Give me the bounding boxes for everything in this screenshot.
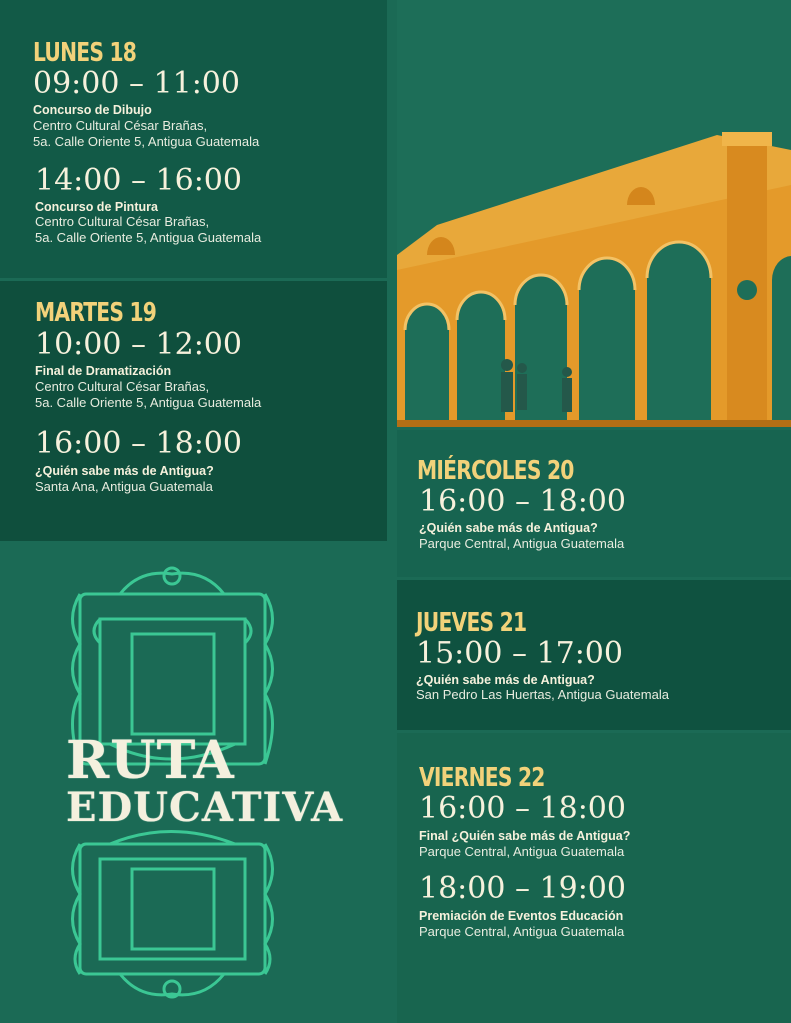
- event-location: 5a. Calle Oriente 5, Antigua Guatemala: [35, 395, 262, 410]
- event-location: 5a. Calle Oriente 5, Antigua Guatemala: [35, 230, 262, 245]
- event-title: ¿Quién sabe más de Antigua?: [35, 464, 214, 478]
- event-title: Premiación de Eventos Educación: [419, 909, 624, 923]
- photo-panel: [397, 0, 791, 427]
- event-location: San Pedro Las Huertas, Antigua Guatemala: [416, 687, 669, 702]
- brand-area: [0, 544, 393, 1023]
- panel-viernes: [397, 733, 791, 1023]
- event-location: Parque Central, Antigua Guatemala: [419, 844, 625, 859]
- colonial-arches-illustration: [397, 0, 791, 427]
- brand-line1: RUTA: [66, 730, 235, 791]
- event-location: Centro Cultural César Brañas,: [35, 214, 210, 229]
- event-time: 18:00 – 19:00: [419, 871, 626, 906]
- day-label-jueves: JUEVES 21: [416, 608, 527, 638]
- event-title: Final de Dramatización: [35, 364, 172, 378]
- day-label-miercoles: MIÉRCOLES 20: [417, 456, 574, 486]
- event-time: 14:00 – 16:00: [35, 163, 242, 198]
- day-label-lunes: LUNES 18: [33, 38, 137, 68]
- event-time: 16:00 – 18:00: [35, 426, 242, 461]
- event-time: 10:00 – 12:00: [35, 327, 242, 362]
- event-time: 15:00 – 17:00: [416, 636, 623, 671]
- event-time: 16:00 – 18:00: [419, 791, 626, 826]
- event-location: 5a. Calle Oriente 5, Antigua Guatemala: [33, 134, 260, 149]
- day-label-viernes: VIERNES 22: [419, 763, 545, 793]
- event-location: Santa Ana, Antigua Guatemala: [35, 479, 213, 494]
- panel-jueves: [397, 580, 791, 730]
- event-title: Final ¿Quién sabe más de Antigua?: [419, 829, 631, 843]
- event-title: ¿Quién sabe más de Antigua?: [416, 673, 595, 687]
- event-location: Centro Cultural César Brañas,: [35, 379, 210, 394]
- panel-martes: [0, 281, 387, 541]
- event-title: Concurso de Dibujo: [33, 103, 152, 117]
- day-label-martes: MARTES 19: [35, 298, 157, 328]
- event-title: ¿Quién sabe más de Antigua?: [419, 521, 598, 535]
- event-time: 16:00 – 18:00: [419, 484, 626, 519]
- event-location: Parque Central, Antigua Guatemala: [419, 536, 625, 551]
- panel-miercoles: [397, 430, 791, 577]
- brand-line2: EDUCATIVA: [66, 784, 344, 831]
- event-location: Parque Central, Antigua Guatemala: [419, 924, 625, 939]
- event-title: Concurso de Pintura: [35, 200, 158, 214]
- event-time: 09:00 – 11:00: [33, 66, 240, 101]
- panel-lunes: [0, 0, 387, 278]
- event-location: Centro Cultural César Brañas,: [33, 118, 208, 133]
